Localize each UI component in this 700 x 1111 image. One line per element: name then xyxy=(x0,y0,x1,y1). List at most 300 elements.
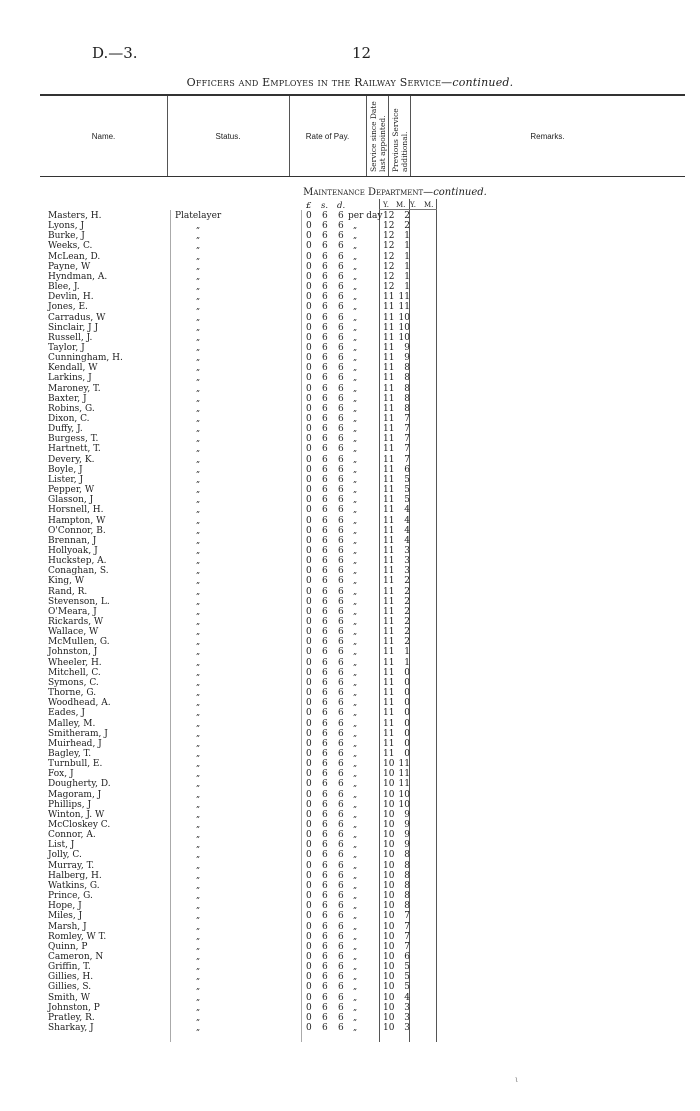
rate-pence: 6 xyxy=(338,850,344,861)
service-months: 0 xyxy=(404,667,410,678)
service-months: 4 xyxy=(404,992,410,1003)
rate-pounds: 0 xyxy=(306,738,312,749)
page-title xyxy=(0,76,700,89)
employee-name: Devery, K. xyxy=(48,454,95,465)
rate-pence: 6 xyxy=(338,880,344,891)
employee-status: „ xyxy=(196,769,201,779)
employee-status: „ xyxy=(196,789,201,799)
rate-period: „ xyxy=(353,911,358,921)
service-months: 10 xyxy=(398,332,410,343)
rate-pence: 6 xyxy=(338,474,344,485)
title-main: Officers and Employes in the Railway Service— xyxy=(186,76,453,89)
rate-pounds: 0 xyxy=(306,586,312,597)
rate-period: „ xyxy=(353,789,358,799)
rate-pence: 6 xyxy=(338,383,344,394)
rate-period: „ xyxy=(353,880,358,890)
rate-period: „ xyxy=(353,292,358,302)
rate-shillings: 6 xyxy=(322,637,328,648)
rate-pounds: 0 xyxy=(306,231,312,242)
service-years: 11 xyxy=(383,515,395,526)
rate-pounds: 0 xyxy=(306,698,312,709)
rate-pence: 6 xyxy=(338,992,344,1003)
page-number: 12 xyxy=(352,44,372,62)
employee-name: King, W xyxy=(48,576,85,587)
rate-pence: 6 xyxy=(338,901,344,912)
rate-pence: 6 xyxy=(338,342,344,353)
service-months: 0 xyxy=(404,738,410,749)
rate-pounds: 0 xyxy=(306,282,312,293)
table-row xyxy=(0,414,700,424)
service-years: 11 xyxy=(383,728,395,739)
employee-status: „ xyxy=(196,657,201,667)
employee-name: Glasson, J xyxy=(48,495,94,506)
table-row xyxy=(0,282,700,292)
rate-shillings: 6 xyxy=(322,850,328,861)
service-years: 11 xyxy=(383,464,395,475)
rate-pence: 6 xyxy=(338,870,344,881)
column-header-remarks: Remarks. xyxy=(530,132,565,141)
table-row xyxy=(0,455,700,465)
employee-status: „ xyxy=(196,840,201,850)
rate-pence: 6 xyxy=(338,424,344,435)
employee-name: Fox, J xyxy=(48,769,74,780)
table-row xyxy=(0,505,700,515)
rate-shillings: 6 xyxy=(322,657,328,668)
rate-shillings: 6 xyxy=(322,830,328,841)
employee-status: „ xyxy=(196,627,201,637)
service-years: 11 xyxy=(383,434,395,445)
rate-pounds: 0 xyxy=(306,647,312,658)
rate-shillings: 6 xyxy=(322,972,328,983)
rate-pence: 6 xyxy=(338,606,344,617)
rate-period: „ xyxy=(353,708,358,718)
employee-status: „ xyxy=(196,251,201,261)
rate-shillings: 6 xyxy=(322,292,328,303)
rate-pence: 6 xyxy=(338,495,344,506)
employee-status: „ xyxy=(196,870,201,880)
rate-period: „ xyxy=(353,748,358,758)
service-years: 10 xyxy=(383,779,395,790)
rate-pounds: 0 xyxy=(306,383,312,394)
service-months: 0 xyxy=(404,748,410,759)
rate-pounds: 0 xyxy=(306,312,312,323)
rate-pounds: 0 xyxy=(306,779,312,790)
employee-status: „ xyxy=(196,992,201,1002)
employee-name: Marsh, J xyxy=(48,921,87,932)
rate-shillings: 6 xyxy=(322,464,328,475)
rate-pence: 6 xyxy=(338,951,344,962)
table-row xyxy=(0,993,700,1003)
rate-shillings: 6 xyxy=(322,535,328,546)
table-row xyxy=(0,739,700,749)
rate-shillings: 6 xyxy=(322,342,328,353)
rate-pence: 6 xyxy=(338,251,344,262)
service-months: 1 xyxy=(404,241,410,252)
table-row xyxy=(0,678,700,688)
rate-pence: 6 xyxy=(338,1023,344,1033)
employee-name: Pratley, R. xyxy=(48,1012,95,1023)
service-years: 10 xyxy=(383,901,395,912)
rate-pence: 6 xyxy=(338,769,344,780)
rate-pounds: 0 xyxy=(306,363,312,374)
employee-status: „ xyxy=(196,474,201,484)
rate-shillings: 6 xyxy=(322,617,328,627)
unit-pound: £ xyxy=(306,201,312,211)
service-months: 2 xyxy=(404,637,410,648)
rate-pounds: 0 xyxy=(306,911,312,922)
service-years: 10 xyxy=(383,880,395,891)
service-months: 1 xyxy=(404,231,410,242)
service-years: 11 xyxy=(383,576,395,587)
table-row xyxy=(0,333,700,343)
service-years: 10 xyxy=(383,820,395,830)
service-months: 11 xyxy=(398,759,410,770)
table-row xyxy=(0,526,700,536)
table-row xyxy=(0,404,700,414)
employee-name: Blee, J. xyxy=(48,282,80,293)
unit-pence: d. xyxy=(337,201,346,211)
rate-pounds: 0 xyxy=(306,332,312,343)
service-months: 2 xyxy=(404,596,410,607)
employee-status: „ xyxy=(196,718,201,728)
employee-name: Muirhead, J xyxy=(48,738,102,749)
service-months: 3 xyxy=(404,1012,410,1023)
rate-period: „ xyxy=(353,424,358,434)
rate-shillings: 6 xyxy=(322,312,328,323)
table-row xyxy=(0,840,700,850)
rate-pounds: 0 xyxy=(306,617,312,627)
service-years: 10 xyxy=(383,972,395,983)
rate-pounds: 0 xyxy=(306,708,312,719)
employee-name: Weeks, C. xyxy=(48,241,93,252)
rate-pounds: 0 xyxy=(306,921,312,932)
rate-period: „ xyxy=(353,951,358,961)
service-years: 11 xyxy=(383,657,395,668)
rate-shillings: 6 xyxy=(322,759,328,770)
rate-shillings: 6 xyxy=(322,434,328,445)
rate-pounds: 0 xyxy=(306,860,312,871)
rate-period: „ xyxy=(353,241,358,251)
employee-status: „ xyxy=(196,332,201,342)
service-header-text: Service since Date last appointed. xyxy=(369,101,387,172)
employee-name: Wheeler, H. xyxy=(48,657,102,668)
table-row xyxy=(0,241,700,251)
rate-shillings: 6 xyxy=(322,698,328,709)
table-row xyxy=(0,820,700,830)
table-row xyxy=(0,597,700,607)
employee-status: „ xyxy=(196,292,201,302)
rate-shillings: 6 xyxy=(322,992,328,1003)
service-years: 10 xyxy=(383,769,395,780)
rate-period: „ xyxy=(353,505,358,515)
rate-pounds: 0 xyxy=(306,931,312,942)
rate-period: „ xyxy=(353,667,358,677)
employee-status: „ xyxy=(196,606,201,616)
employee-name: Malley, M. xyxy=(48,718,96,729)
employee-name: Duffy, J. xyxy=(48,424,83,435)
rate-pence: 6 xyxy=(338,647,344,658)
service-months: 8 xyxy=(404,383,410,394)
service-years: 10 xyxy=(383,1002,395,1013)
employee-status: „ xyxy=(196,738,201,748)
table-row xyxy=(0,272,700,282)
service-years: 10 xyxy=(383,809,395,820)
service-months: 1 xyxy=(404,271,410,282)
service-months: 3 xyxy=(404,1023,410,1033)
rate-period: „ xyxy=(353,576,358,586)
service-months: 4 xyxy=(404,505,410,516)
employee-status: „ xyxy=(196,698,201,708)
table-row xyxy=(0,424,700,434)
service-years: 11 xyxy=(383,292,395,303)
service-years: 11 xyxy=(383,535,395,546)
service-months: 6 xyxy=(404,464,410,475)
rate-pence: 6 xyxy=(338,292,344,303)
rate-shillings: 6 xyxy=(322,606,328,617)
rate-pence: 6 xyxy=(338,738,344,749)
service-months: 1 xyxy=(404,261,410,272)
rate-pence: 6 xyxy=(338,332,344,343)
table-row xyxy=(0,719,700,729)
service-years: 11 xyxy=(383,414,395,424)
employee-status: „ xyxy=(196,677,201,687)
employee-status: „ xyxy=(196,576,201,586)
service-months: 11 xyxy=(398,779,410,790)
rate-shillings: 6 xyxy=(322,769,328,780)
service-months: 2 xyxy=(404,627,410,638)
table-row xyxy=(0,475,700,485)
service-years: 11 xyxy=(383,617,395,627)
rate-pence: 6 xyxy=(338,211,344,221)
rate-pence: 6 xyxy=(338,931,344,942)
rate-period: „ xyxy=(353,728,358,738)
rate-pence: 6 xyxy=(338,596,344,607)
table-row xyxy=(0,485,700,495)
employee-status: „ xyxy=(196,962,201,972)
rate-pounds: 0 xyxy=(306,637,312,648)
service-years: 11 xyxy=(383,495,395,506)
rate-period: „ xyxy=(353,474,358,484)
service-months: 7 xyxy=(404,454,410,465)
service-years: 11 xyxy=(383,403,395,414)
service-months: 10 xyxy=(398,789,410,800)
rate-period: „ xyxy=(353,221,358,231)
rate-pence: 6 xyxy=(338,444,344,455)
table-row xyxy=(0,810,700,820)
employee-name: Johnston, J xyxy=(48,647,98,658)
table-row xyxy=(0,384,700,394)
employee-name: Hampton, W xyxy=(48,515,106,526)
service-months: 0 xyxy=(404,708,410,719)
rate-shillings: 6 xyxy=(322,779,328,790)
rate-period: „ xyxy=(353,312,358,322)
employee-status: „ xyxy=(196,312,201,322)
service-years: 11 xyxy=(383,596,395,607)
employee-name: Horsnell, H. xyxy=(48,505,104,516)
rate-pounds: 0 xyxy=(306,444,312,455)
rate-shillings: 6 xyxy=(322,799,328,810)
rate-pence: 6 xyxy=(338,586,344,597)
rate-shillings: 6 xyxy=(322,880,328,891)
rate-pounds: 0 xyxy=(306,342,312,353)
rate-pounds: 0 xyxy=(306,677,312,688)
employee-status: „ xyxy=(196,982,201,992)
service-years: 10 xyxy=(383,789,395,800)
service-years: 10 xyxy=(383,1012,395,1023)
rate-shillings: 6 xyxy=(322,373,328,384)
table-row xyxy=(0,434,700,444)
service-months: 9 xyxy=(404,820,410,830)
service-months: 2 xyxy=(404,606,410,617)
rate-shillings: 6 xyxy=(322,891,328,902)
service-years: 11 xyxy=(383,677,395,688)
service-months: 7 xyxy=(404,414,410,424)
service-months: 4 xyxy=(404,525,410,536)
employee-name: Quinn, P xyxy=(48,941,88,952)
column-header-service xyxy=(369,92,387,172)
service-months: 3 xyxy=(404,566,410,577)
table-row xyxy=(0,566,700,576)
service-months: 8 xyxy=(404,363,410,374)
service-months: 0 xyxy=(404,677,410,688)
rate-period: „ xyxy=(353,759,358,769)
rate-pounds: 0 xyxy=(306,545,312,556)
rate-pounds: 0 xyxy=(306,992,312,1003)
rate-period: „ xyxy=(353,799,358,809)
rate-shillings: 6 xyxy=(322,1002,328,1013)
rate-shillings: 6 xyxy=(322,241,328,252)
service-months: 10 xyxy=(398,312,410,323)
rate-pounds: 0 xyxy=(306,505,312,516)
rate-shillings: 6 xyxy=(322,505,328,516)
service-months: 5 xyxy=(404,982,410,993)
rate-period: „ xyxy=(353,464,358,474)
service-months: 2 xyxy=(404,617,410,627)
table-row xyxy=(0,790,700,800)
rate-period: „ xyxy=(353,718,358,728)
service-months: 5 xyxy=(404,962,410,973)
rate-pence: 6 xyxy=(338,403,344,414)
employee-status: „ xyxy=(196,393,201,403)
rate-pounds: 0 xyxy=(306,485,312,496)
table-row xyxy=(0,962,700,972)
employee-name: Murray, T. xyxy=(48,860,95,871)
rate-shillings: 6 xyxy=(322,566,328,577)
table-row xyxy=(0,444,700,454)
service-years: 10 xyxy=(383,962,395,973)
service-years: 11 xyxy=(383,698,395,709)
rate-pence: 6 xyxy=(338,718,344,729)
column-header-status: Status. xyxy=(215,132,241,141)
service-years: 10 xyxy=(383,759,395,770)
employee-status: „ xyxy=(196,566,201,576)
service-years: 10 xyxy=(383,840,395,851)
service-months: 8 xyxy=(404,870,410,881)
rate-shillings: 6 xyxy=(322,444,328,455)
service-months: 5 xyxy=(404,474,410,485)
employee-status: „ xyxy=(196,799,201,809)
employee-name: Watkins, G. xyxy=(48,880,100,891)
table-row xyxy=(0,556,700,566)
employee-status: „ xyxy=(196,302,201,312)
rate-pounds: 0 xyxy=(306,769,312,780)
rate-period: „ xyxy=(353,363,358,373)
service-years: 11 xyxy=(383,444,395,455)
rate-pence: 6 xyxy=(338,322,344,333)
rate-pence: 6 xyxy=(338,556,344,567)
service-months: 2 xyxy=(404,221,410,232)
rate-pounds: 0 xyxy=(306,657,312,668)
service-months: 9 xyxy=(404,809,410,820)
rate-pounds: 0 xyxy=(306,606,312,617)
rate-period: „ xyxy=(353,302,358,312)
rate-pounds: 0 xyxy=(306,353,312,364)
header-divider xyxy=(388,96,389,176)
table-row xyxy=(0,607,700,617)
table-row xyxy=(0,647,700,657)
employee-name: O'Meara, J xyxy=(48,606,97,617)
service-months: 0 xyxy=(404,688,410,699)
service-years: 11 xyxy=(383,424,395,435)
rate-pounds: 0 xyxy=(306,525,312,536)
service-months: 4 xyxy=(404,535,410,546)
rate-period: „ xyxy=(353,637,358,647)
rate-period: „ xyxy=(353,342,358,352)
table-row xyxy=(0,516,700,526)
service-years: 11 xyxy=(383,342,395,353)
service-months: 8 xyxy=(404,891,410,902)
rate-pence: 6 xyxy=(338,302,344,313)
rate-period: „ xyxy=(353,830,358,840)
employee-name: Rickards, W xyxy=(48,617,104,627)
table-row xyxy=(0,708,700,718)
rate-shillings: 6 xyxy=(322,495,328,506)
rate-period: „ xyxy=(353,677,358,687)
table-header-bottom-rule xyxy=(40,176,685,177)
page-reference: D.—3. xyxy=(92,44,138,62)
employee-name: Eades, J xyxy=(48,708,85,719)
employee-status: „ xyxy=(196,667,201,677)
rate-shillings: 6 xyxy=(322,271,328,282)
rate-pence: 6 xyxy=(338,982,344,993)
section-title-italic: continued. xyxy=(433,187,487,198)
rate-period: „ xyxy=(353,921,358,931)
rate-shillings: 6 xyxy=(322,332,328,343)
service-years: 10 xyxy=(383,870,395,881)
service-years: 11 xyxy=(383,474,395,485)
service-years: 11 xyxy=(383,525,395,536)
table-row xyxy=(0,830,700,840)
employee-status: „ xyxy=(196,1002,201,1012)
service-months: 8 xyxy=(404,860,410,871)
rate-period: „ xyxy=(353,403,358,413)
rate-pence: 6 xyxy=(338,708,344,719)
column-header-rate: Rate of Pay. xyxy=(305,132,350,141)
rate-period: „ xyxy=(353,647,358,657)
table-row xyxy=(0,982,700,992)
service-years: 12 xyxy=(383,251,395,262)
rate-shillings: 6 xyxy=(322,738,328,749)
employee-status: „ xyxy=(196,342,201,352)
rate-pounds: 0 xyxy=(306,789,312,800)
employee-status: „ xyxy=(196,271,201,281)
service-months: 0 xyxy=(404,718,410,729)
employee-name: Hollyoak, J xyxy=(48,545,98,556)
service-years: 11 xyxy=(383,302,395,313)
service-months: 3 xyxy=(404,1002,410,1013)
rate-pence: 6 xyxy=(338,840,344,851)
employee-status: „ xyxy=(196,1012,201,1022)
